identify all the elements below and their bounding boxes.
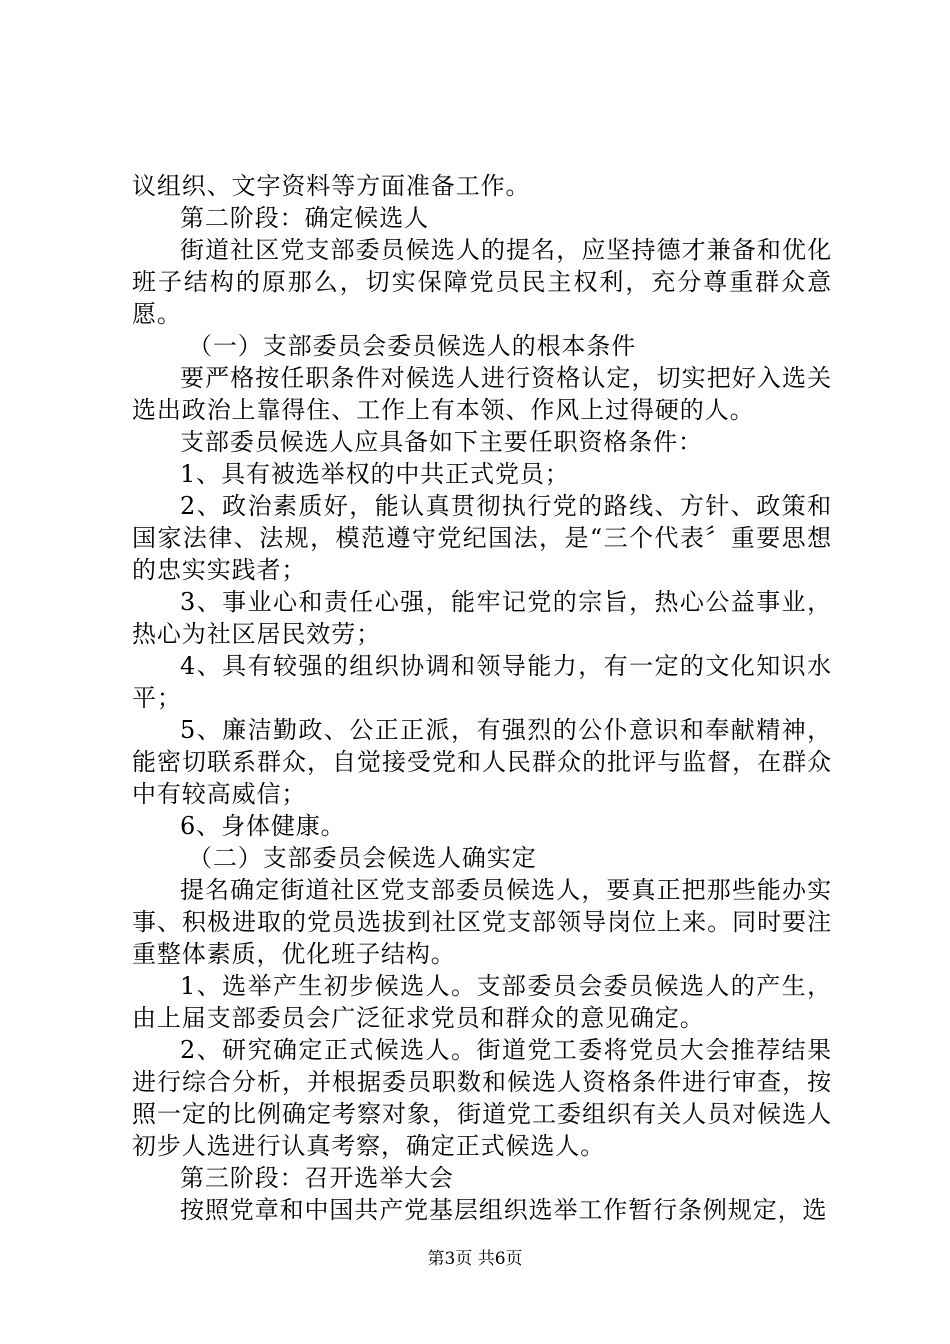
stage-three-heading: 第三阶段：召开选举大会 (180, 1164, 454, 1192)
section-one-heading: （一）支部委员会委员候选人的根本条件 (188, 332, 637, 360)
paragraph-nomination-confirm: 提名确定街道社区党支部委员候选人，要真正把那些能办实事、积极进取的党员选拔到社区党支部领导岗位上来。同时要注重整体素质，优化班子结构。 (132, 876, 832, 968)
paragraph-nomination-principle: 街道社区党支部委员候选人的提名，应坚持德才兼备和优化班子结构的原那么，切实保障党员民主权利，充分尊重群众意愿。 (132, 236, 832, 328)
condition-item-6: 6、身体健康。 (180, 812, 346, 840)
condition-item-3: 3、事业心和责任心强，能牢记党的宗旨，热心公益事业，热心为社区居民效劳； (132, 588, 832, 648)
condition-item-5: 5、廉洁勤政、公正正派，有强烈的公仆意识和奉献精神，能密切联系群众，自觉接受党和人民群众的批评与监督，在群众中有较高威信； (132, 716, 832, 808)
paragraph-election-rules: 按照党章和中国共产党基层组织选举工作暂行条例规定，选 (180, 1196, 828, 1224)
condition-item-2: 2、政治素质好，能认真贯彻执行党的路线、方针、政策和国家法律、法规，模范遵守党纪国法，是“三个代表〞重要思想的忠实实践者； (132, 492, 832, 584)
step-item-1: 1、选举产生初步候选人。支部委员会委员候选人的产生，由上届支部委员会广泛征求党员和群众的意见确定。 (132, 972, 832, 1032)
paragraph-qualification: 要严格按任职条件对候选人进行资格认定，切实把好入选关选出政治上靠得住、工作上有本领、作风上过得硬的人。 (132, 364, 832, 424)
paragraph-conditions-intro: 支部委员候选人应具备如下主要任职资格条件： (180, 428, 703, 456)
condition-item-1: 1、具有被选举权的中共正式党员； (180, 460, 570, 488)
paragraph-continuation: 议组织、文字资料等方面准备工作。 (132, 172, 531, 200)
stage-two-heading: 第二阶段：确定候选人 (180, 204, 429, 232)
document-body (132, 170, 832, 1226)
section-two-heading: （二）支部委员会候选人确实定 (188, 844, 537, 872)
condition-item-4: 4、具有较强的组织协调和领导能力，有一定的文化知识水平； (132, 652, 832, 712)
step-item-2: 2、研究确定正式候选人。街道党工委将党员大会推荐结果进行综合分析，并根据委员职数和候选人资格条件进行审查，按照一定的比例确定考察对象，街道党工委组织有关人员对候选人初步人选进行认真考察，确定正式候选人。 (132, 1036, 832, 1160)
page-footer: 第3页 共6页 (427, 1249, 523, 1269)
